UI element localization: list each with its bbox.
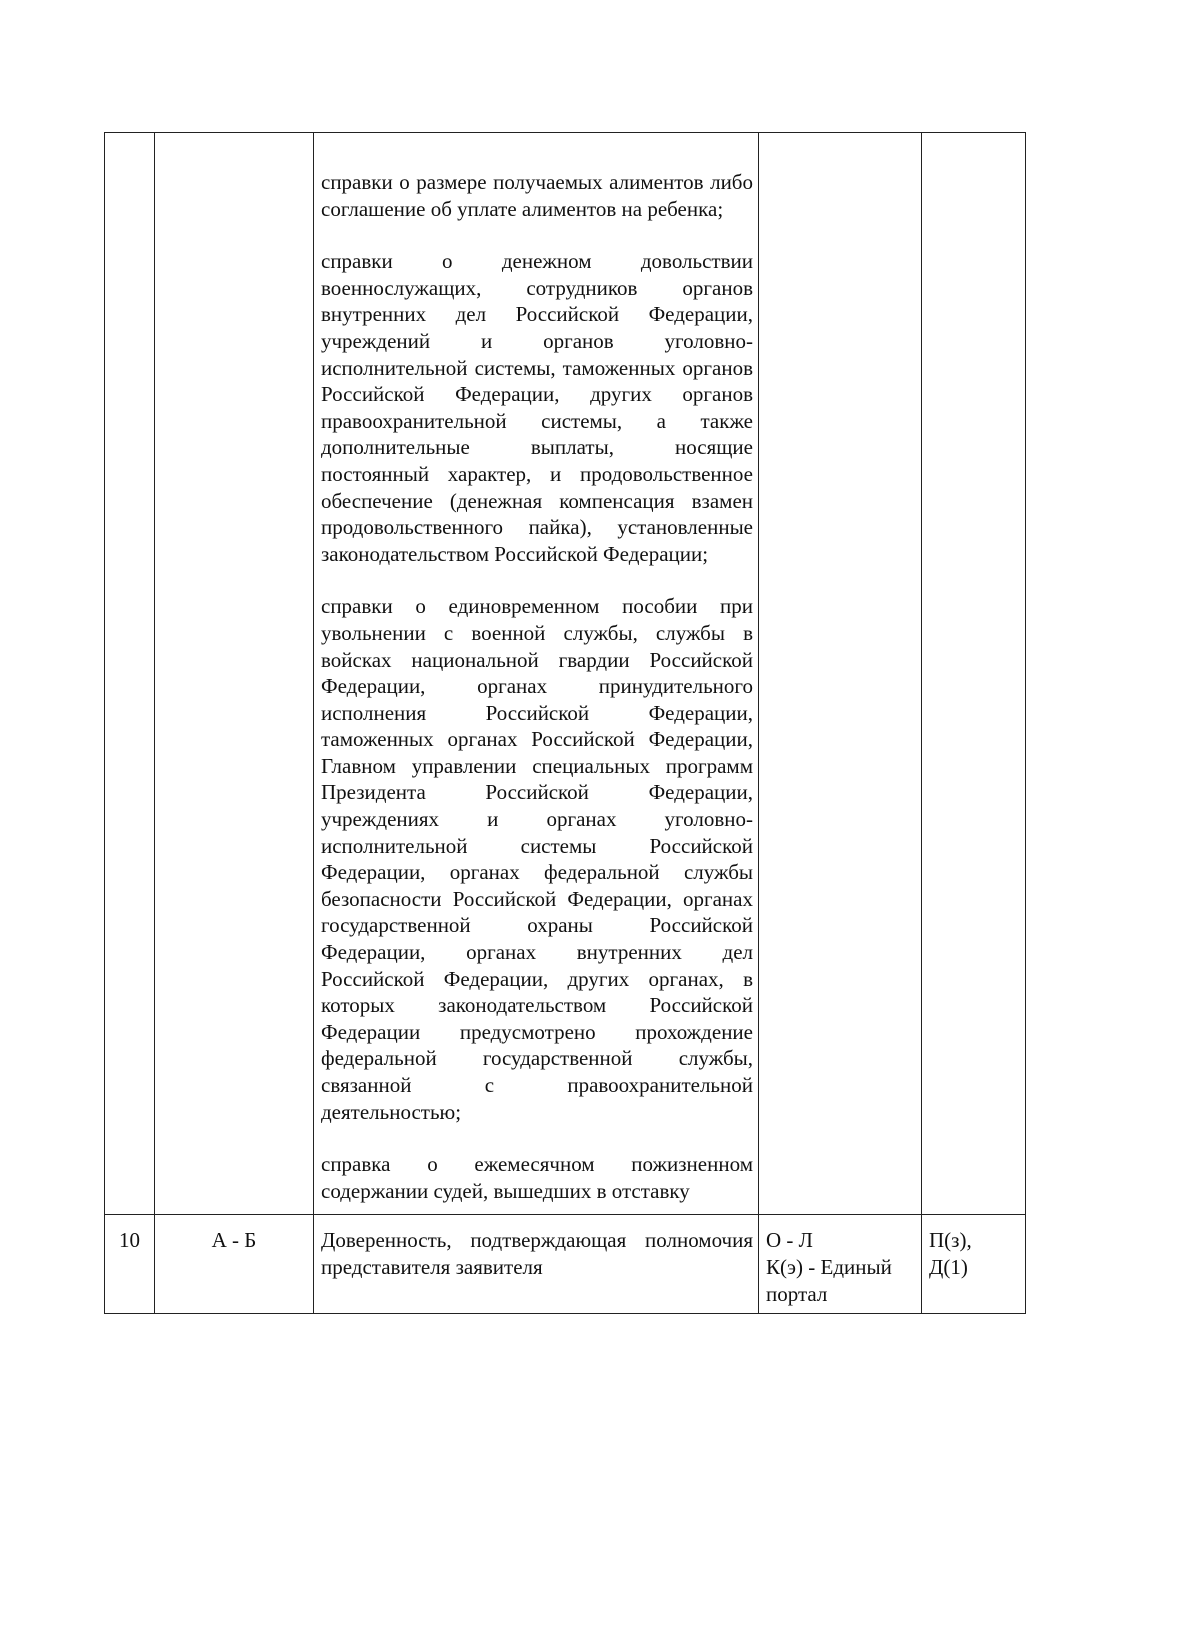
form-line-2: К(э) - Единый портал xyxy=(766,1254,892,1306)
table-row-10 xyxy=(105,1215,1026,1314)
cell-number-empty xyxy=(105,133,155,1215)
row-document-text: Доверенность, подтверждающая полномочия представителя заявителя xyxy=(321,1228,753,1279)
documents-table xyxy=(104,132,1026,1314)
cell-form-empty xyxy=(759,133,922,1215)
action-line-2: Д(1) xyxy=(929,1254,968,1279)
cell-action-empty xyxy=(922,133,1026,1215)
cell-document xyxy=(314,1215,759,1314)
cell-documents-list xyxy=(314,133,759,1215)
row-number: 10 xyxy=(119,1228,140,1253)
row-category: А - Б xyxy=(211,1228,257,1253)
paragraph-alimony: справки о размере получаемых алиментов либо соглашение об уплате алиментов на ребенка; xyxy=(321,170,753,221)
cell-category xyxy=(155,1215,314,1314)
action-line-1: П(з), xyxy=(929,1228,972,1253)
cell-form xyxy=(759,1215,922,1314)
cell-action xyxy=(922,1215,1026,1314)
paragraph-judges: справка о ежемесячном пожизненном содержании судей, вышедших в отставку xyxy=(321,1152,753,1203)
table-row-continuation xyxy=(105,133,1026,1215)
form-line-1: О - Л xyxy=(766,1228,813,1253)
cell-category-empty xyxy=(155,133,314,1215)
paragraph-allowance: справки о денежном довольствии военнослужащих, сотрудников органов внутренних дел Российской Федерации, учреждений и органов уголовно-исполнительной системы, таможенных органов Российской Федерации, других органов правоохранительной системы, а также дополнительные выплаты, носящие постоянный характер, и продовольственное обеспечение (денежная компенсация взамен продовольственного пайка), установленные законодательством Российской Федерации; xyxy=(321,249,753,566)
paragraph-lump-sum: справки о единовременном пособии при увольнении с военной службы, службы в войсках национальной гвардии Российской Федерации, органах принудительного исполнения Российской Федерации, таможенных органах Российской Федерации, Главном управлении специальных программ Президента Российской Федерации, учреждениях и органах уголовно-исполнительной системы Российской Федерации, органах федеральной службы безопасности Российской Федерации, органах государственной охраны Российской Федерации, органах внутренних дел Российской Федерации, других органах, в которых законодательством Российской Федерации предусмотрено прохождение федеральной государственной службы, связанной с правоохранительной деятельностью; xyxy=(321,594,753,1124)
cell-number xyxy=(105,1215,155,1314)
